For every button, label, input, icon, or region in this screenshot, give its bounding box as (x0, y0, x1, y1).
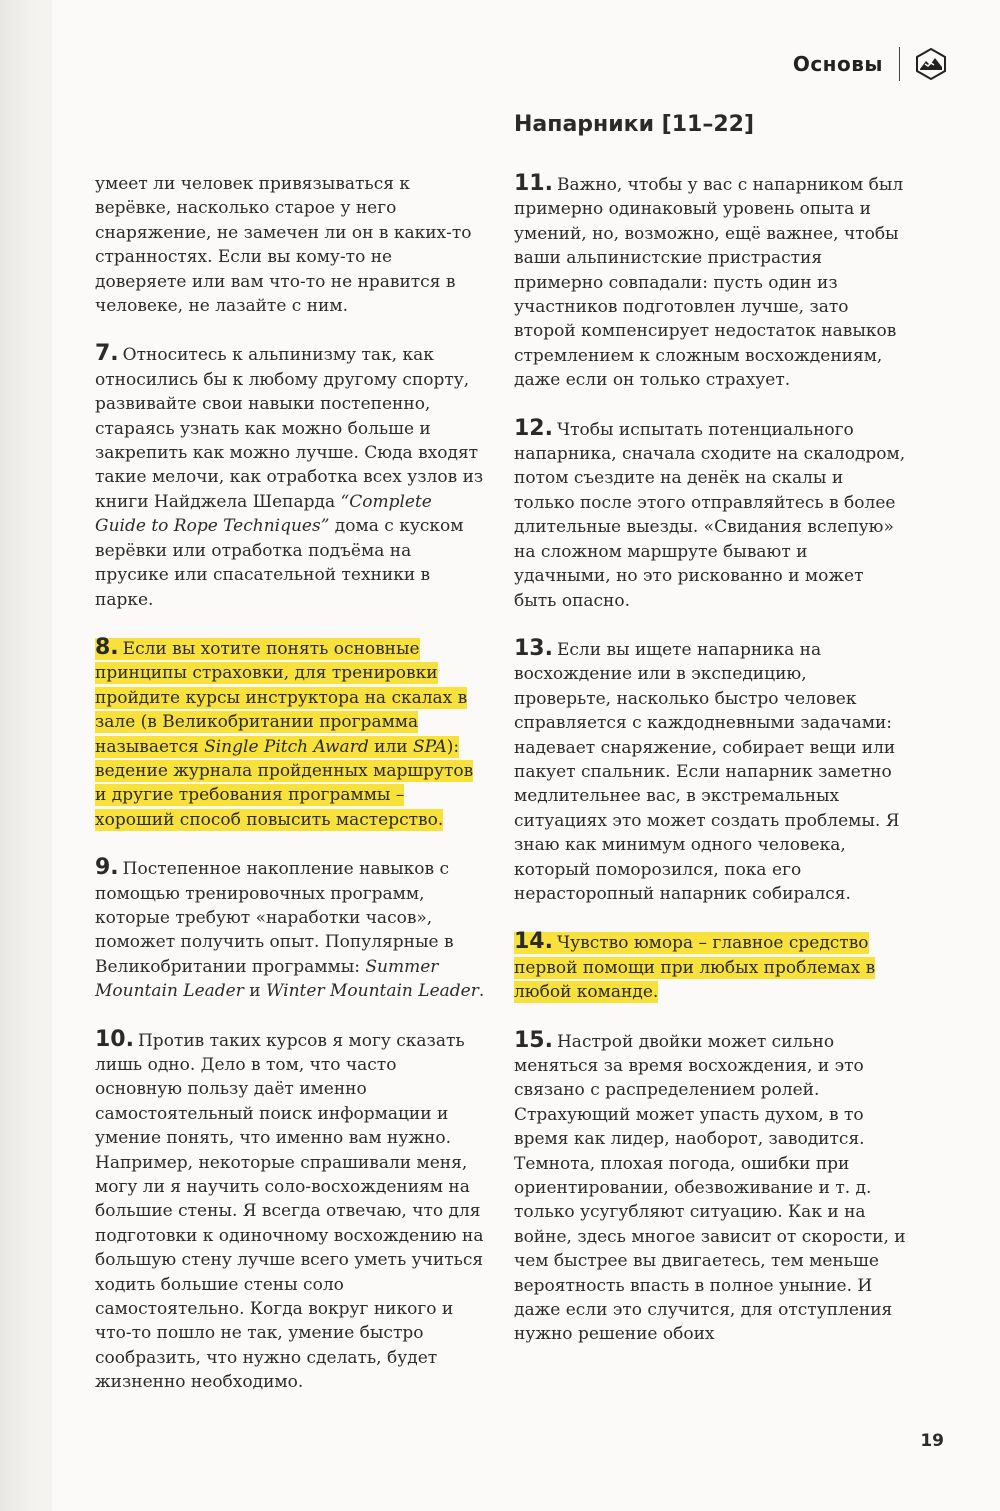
paragraph-15 (514, 1029, 906, 1347)
running-header (793, 44, 948, 84)
item-number: 13. (514, 635, 553, 661)
highlight (514, 929, 876, 1003)
paragraph-text: . (478, 981, 485, 1002)
program-abbr: SPA (412, 736, 447, 757)
paragraph-8-highlighted (95, 636, 487, 832)
program-name: Winter Mountain Leader (266, 981, 479, 1002)
item-number: 12. (514, 415, 553, 441)
item-number: 14. (514, 929, 553, 955)
section-heading: Напарники [11–22] (514, 112, 755, 137)
paragraph-text: или (368, 736, 413, 757)
paragraph-text: Чтобы испытать потенциального напарника, сначала сходите на скалодром, потом съездите на денёк на скалы и только после этого отправляйтесь в более длительные выезды. «Свидания вслепую» на сложном маршруте бывают и удачными, но это рискованно и может быть опасно. (514, 419, 906, 611)
paragraph-11 (514, 172, 906, 393)
header-divider (899, 47, 900, 81)
paragraph-text: Постепенное накопление навыков с помощью тренировочных программ, которые требуют «наработки часов», поможет получить опыт. Популярные в Великобритании программы: (95, 859, 454, 977)
paragraph-text: Настрой двойки может сильно меняться за время восхождения, и это связано с распределением ролей. Страхующий может упасть духом, в то время как лидер, наоборот, заводится. Темнота, плохая погода, ошибки при ориентировании, обезвоживание и т. д. только усугубляют ситуацию. Как и на войне, здесь многое зависит от скорости, и чем быстрее вы двигаетесь, тем меньше вероятность впасть в полное уныние. И даже если это случится, для отступления нужно решение обоих (514, 1031, 906, 1345)
item-number: 7. (95, 341, 119, 367)
right-column (514, 172, 906, 1371)
item-number: 15. (514, 1027, 553, 1053)
paragraph-7 (95, 342, 487, 611)
paragraph-continuation: умеет ли человек привязываться к верёвке, насколько старое у него снаряжение, не замечен ли он в каких-то странностях. Если вы кому-то не доверяете или вам что-то не нравится в человеке, не лазайте с ним. (95, 174, 472, 317)
left-column (95, 172, 487, 1419)
mountain-logo-icon (914, 47, 948, 81)
paragraph-text: Чувство юмора – главное средство первой помощи при любых проблемах в любой команде. (514, 933, 876, 1003)
page-number: 19 (920, 1431, 944, 1451)
paragraph-text: Относитесь к альпинизму так, как относились бы к любому другому спорту, развивайте свои навыки постепенно, стараясь узнать как можно больше и закрепить как можно лучше. Сюда входят такие мелочи, как отработка всех узлов из книги Найджела Шепарда (95, 345, 484, 512)
paragraph-13 (514, 637, 906, 906)
program-name: Single Pitch Award (204, 736, 369, 757)
item-number: 9. (95, 855, 119, 881)
book-gutter (0, 0, 60, 1511)
program-name: Summer Mountain Leader (95, 956, 439, 1002)
paragraph-text: Если вы хотите понять основные принципы страховки, для тренировки пройдите курсы инструктора на скалах в зале (в Великобритании программа называется (95, 638, 468, 757)
highlight (95, 634, 474, 831)
paragraph-14-highlighted (514, 930, 906, 1004)
paragraph-text: Против таких курсов я могу сказать лишь одно. Дело в том, что часто основную пользу даёт именно самостоятельный поиск информации и умение понять, что именно вам нужно. Например, некоторые спрашивали меня, могу ли я научить соло-восхождениям на большие стены. Я всегда отвечаю, что для подготовки к одиночному восхождению на большую стену лучше всего уметь учиться ходить большие стены соло самостоятельно. Когда вокруг никого и что-то пошло не так, умение быстро сообразить, что нужно сделать, будет жизненно необходимо. (95, 1030, 484, 1393)
item-number: 8. (95, 634, 119, 660)
item-number: 11. (514, 171, 553, 196)
item-number: 10. (95, 1026, 134, 1052)
paragraph-10 (95, 1028, 487, 1395)
paragraph-text: и (243, 981, 266, 1002)
header-title: Основы (792, 52, 883, 76)
paragraph-text: ): ведение журнала пройденных маршрутов и другие требования программы – хороший способ повысить мастерство. (95, 736, 474, 830)
paragraph-text: Важно, чтобы у вас с напарником был примерно одинаковый уровень опыта и умений, но, возможно, ещё важнее, чтобы ваши альпинистские пристрастия примерно совпадали: пусть один из участников подготовлен лучше, зато второй компенсирует недостаток навыков стремлением к сложным восхождениям, даже если он только страхует. (514, 175, 904, 391)
paragraph-text: Если вы ищете напарника на восхождение или в экспедицию, проверьте, насколько быстро человек справляется с каждодневными задачами: надевает снаряжение, собирает вещи или пакует спальник. Если напарник заметно медлительнее вас, в экстремальных ситуациях это может создать проблемы. Я знаю как минимум одного человека, который поморозился, пока его нерасторопный напарник собирался. (514, 639, 900, 904)
paragraph-9 (95, 856, 487, 1003)
paragraph-text: дома с куском верёвки или отработка подъёма на прусике или спасательной техники в парке. (95, 516, 464, 610)
book-title: “Complete Guide to Rope Techniques” (95, 491, 432, 537)
paragraph-12 (514, 417, 906, 613)
